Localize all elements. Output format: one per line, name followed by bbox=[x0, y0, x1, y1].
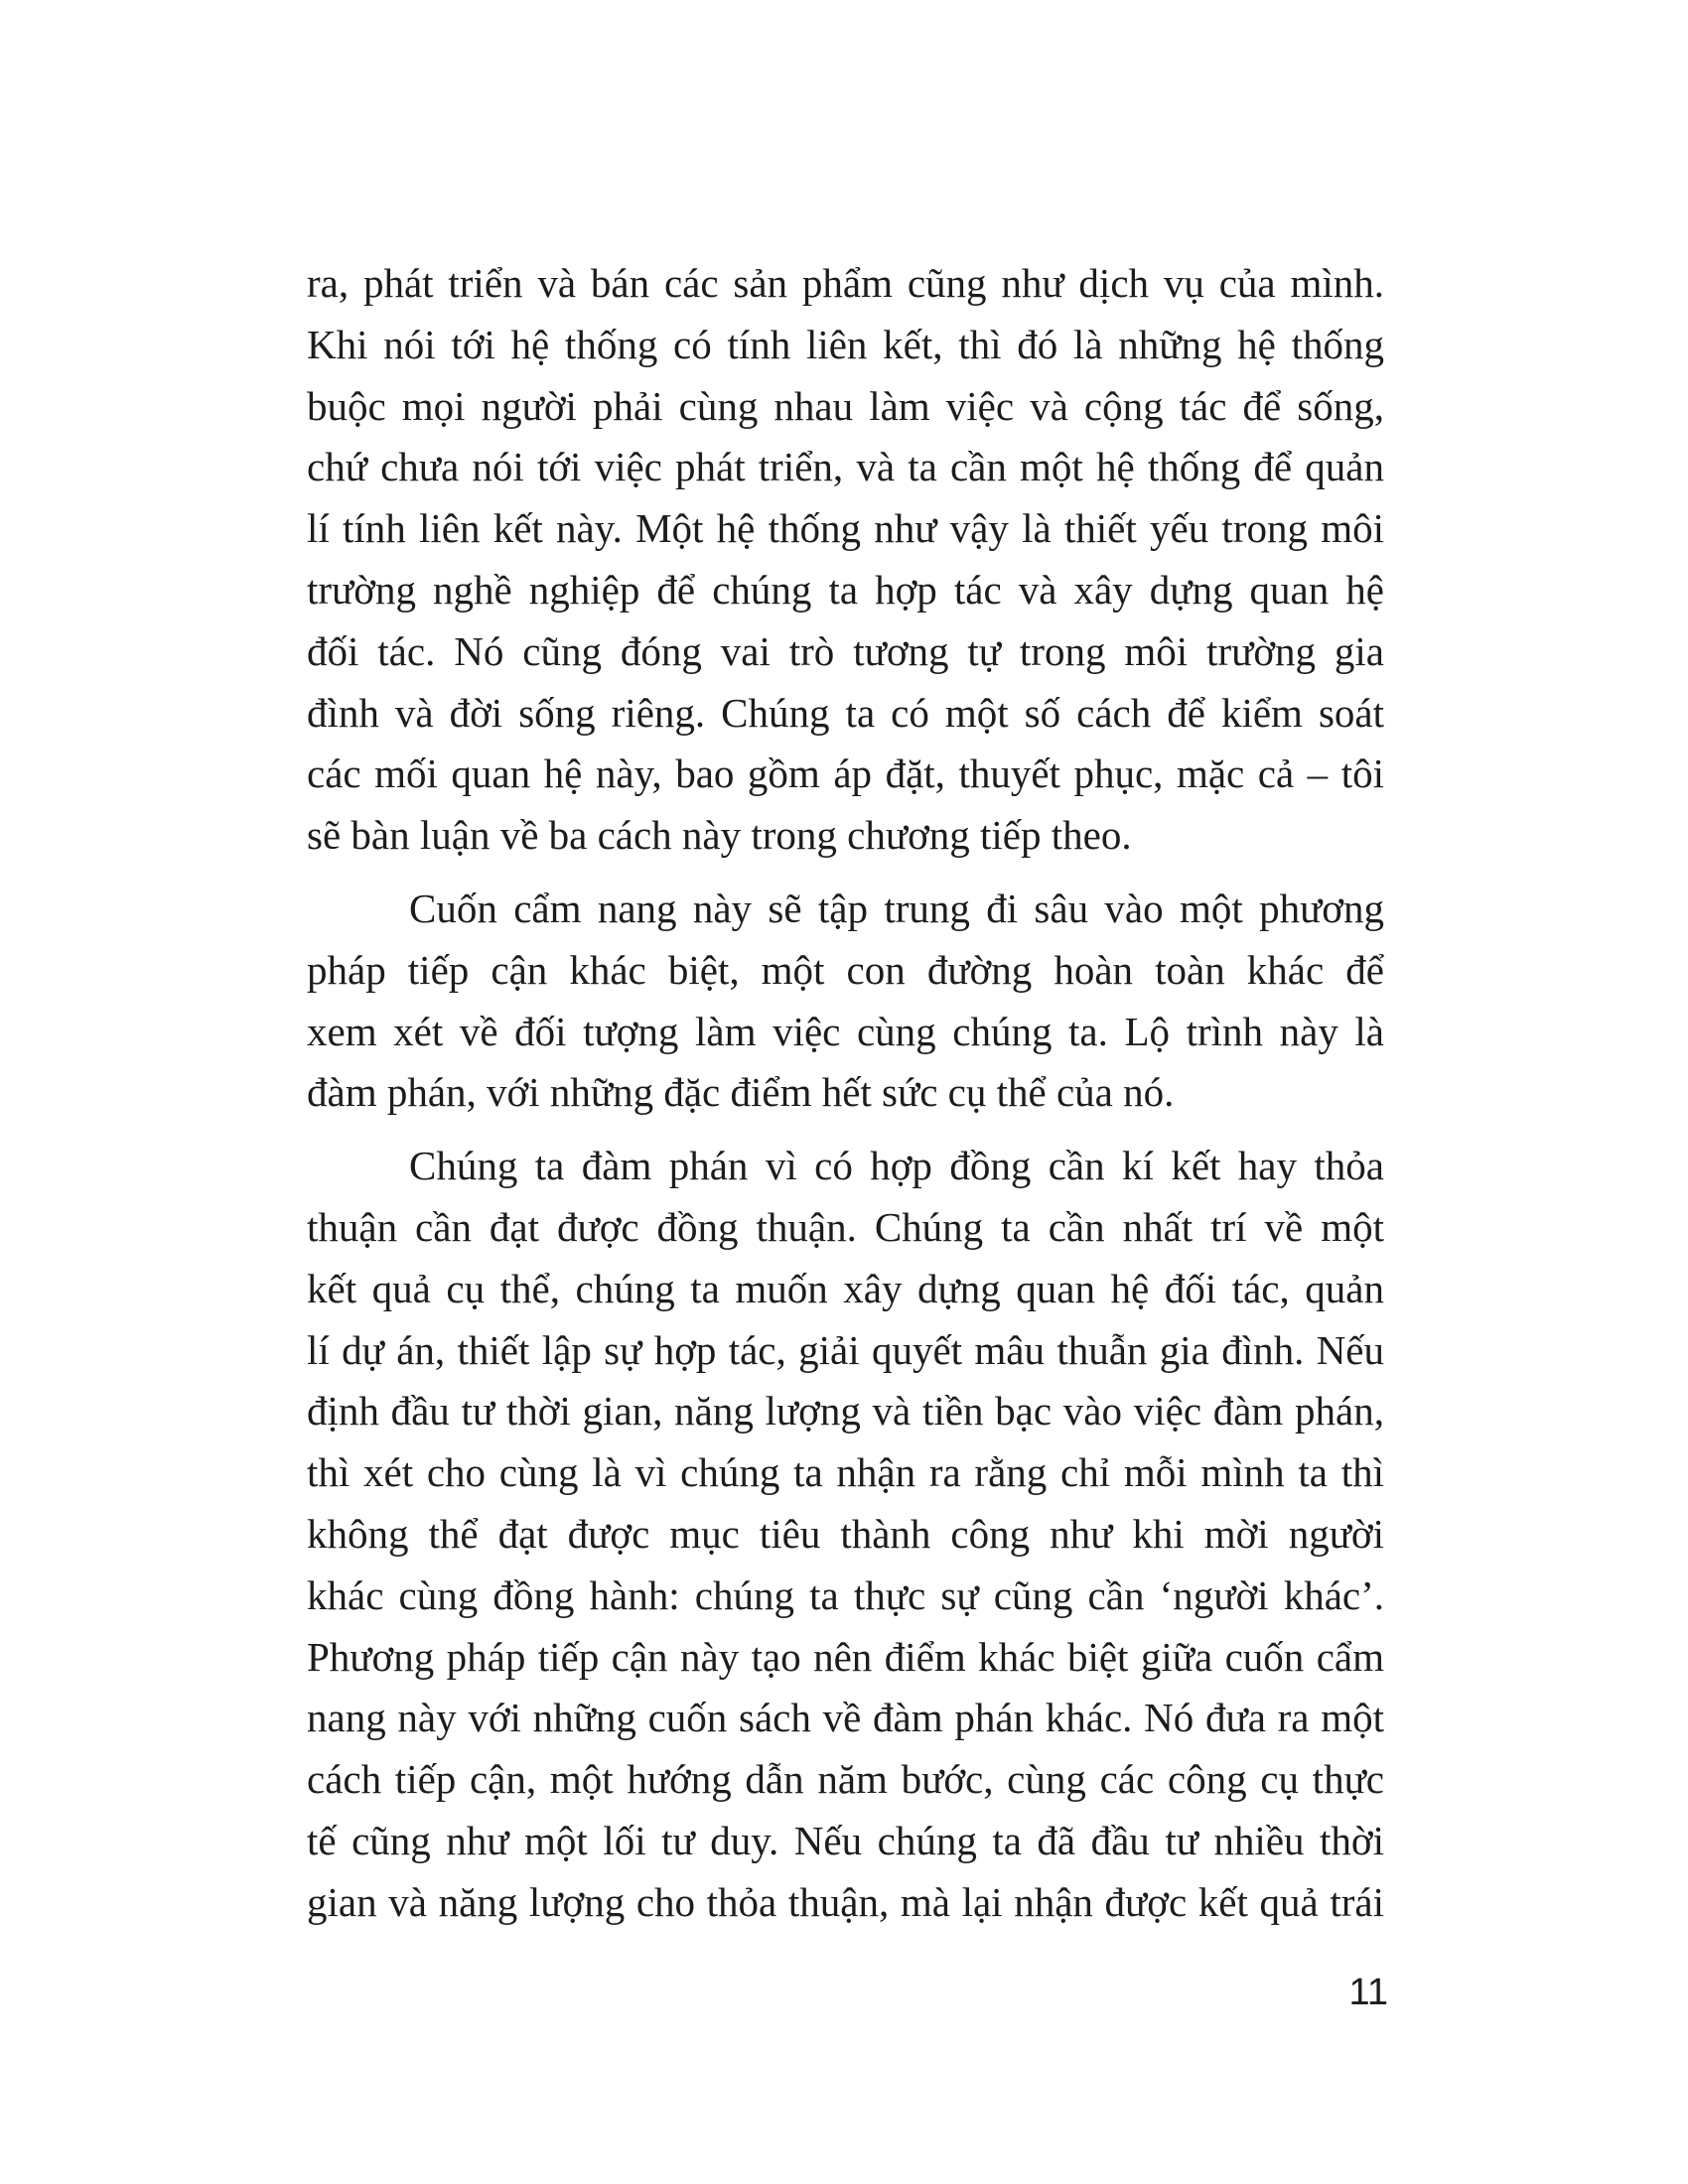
paragraph-3 bbox=[307, 1136, 1384, 1933]
text-line: pháp tiếp cận khác biệt, một con đường hoàn toàn khác để bbox=[307, 946, 1384, 993]
text-line: đình và đời sống riêng. Chúng ta có một số cách để kiểm soát bbox=[307, 689, 1384, 736]
text-line: thì xét cho cùng là vì chúng ta nhận ra rằng chỉ mỗi mình ta thì bbox=[307, 1449, 1384, 1496]
paragraph-2 bbox=[307, 879, 1384, 1124]
text-line: cách tiếp cận, một hướng dẫn năm bước, cùng các công cụ thực bbox=[307, 1756, 1384, 1803]
text-line: Chúng ta đàm phán vì có hợp đồng cần kí kết hay thỏa bbox=[409, 1143, 1384, 1189]
text-line: khác cùng đồng hành: chúng ta thực sự cũng cần ‘người khác’. bbox=[307, 1571, 1384, 1618]
text-line: sẽ bàn luận về ba cách này trong chương tiếp theo. bbox=[307, 812, 1132, 859]
text-line: chứ chưa nói tới việc phát triển, và ta cần một hệ thống để quản bbox=[307, 444, 1384, 490]
text-line: lí tính liên kết này. Một hệ thống như vậy là thiết yếu trong môi bbox=[307, 505, 1384, 552]
text-line: gian và năng lượng cho thỏa thuận, mà lại nhận được kết quả trái bbox=[307, 1878, 1384, 1925]
text-line: trường nghề nghiệp để chúng ta hợp tác và xây dựng quan hệ bbox=[307, 566, 1384, 613]
text-line: ra, phát triển và bán các sản phẩm cũng như dịch vụ của mình. bbox=[307, 260, 1384, 306]
text-line: Phương pháp tiếp cận này tạo nên điểm khác biệt giữa cuốn cẩm bbox=[307, 1633, 1384, 1680]
text-line: thuận cần đạt được đồng thuận. Chúng ta cần nhất trí về một bbox=[307, 1203, 1384, 1250]
text-line: Khi nói tới hệ thống có tính liên kết, thì đó là những hệ thống bbox=[307, 321, 1384, 367]
text-line: tế cũng như một lối tư duy. Nếu chúng ta đã đầu tư nhiều thời bbox=[307, 1817, 1384, 1863]
text-line: lí dự án, thiết lập sự hợp tác, giải quyết mâu thuẫn gia đình. Nếu bbox=[307, 1326, 1384, 1373]
text-line: các mối quan hệ này, bao gồm áp đặt, thuyết phục, mặc cả – tôi bbox=[307, 751, 1384, 797]
page-number: 11 bbox=[1348, 1972, 1388, 2013]
text-line: định đầu tư thời gian, năng lượng và tiền bạc vào việc đàm phán, bbox=[307, 1388, 1384, 1434]
text-line: đàm phán, với những đặc điểm hết sức cụ thể của nó. bbox=[307, 1069, 1175, 1116]
text-line: kết quả cụ thể, chúng ta muốn xây dựng quan hệ đối tác, quản bbox=[307, 1265, 1384, 1311]
text-line: nang này với những cuốn sách về đàm phán khác. Nó đưa ra một bbox=[307, 1695, 1384, 1741]
text-line: Cuốn cẩm nang này sẽ tập trung đi sâu vào một phương bbox=[409, 885, 1384, 931]
paragraph-1 bbox=[307, 253, 1384, 867]
body-text bbox=[307, 253, 1384, 1934]
text-line: không thể đạt được mục tiêu thành công như khi mời người bbox=[307, 1510, 1384, 1557]
text-line: đối tác. Nó cũng đóng vai trò tương tự trong môi trường gia bbox=[307, 627, 1384, 674]
text-line: buộc mọi người phải cùng nhau làm việc và cộng tác để sống, bbox=[307, 382, 1384, 429]
text-line: xem xét về đối tượng làm việc cùng chúng ta. Lộ trình này là bbox=[307, 1008, 1384, 1054]
